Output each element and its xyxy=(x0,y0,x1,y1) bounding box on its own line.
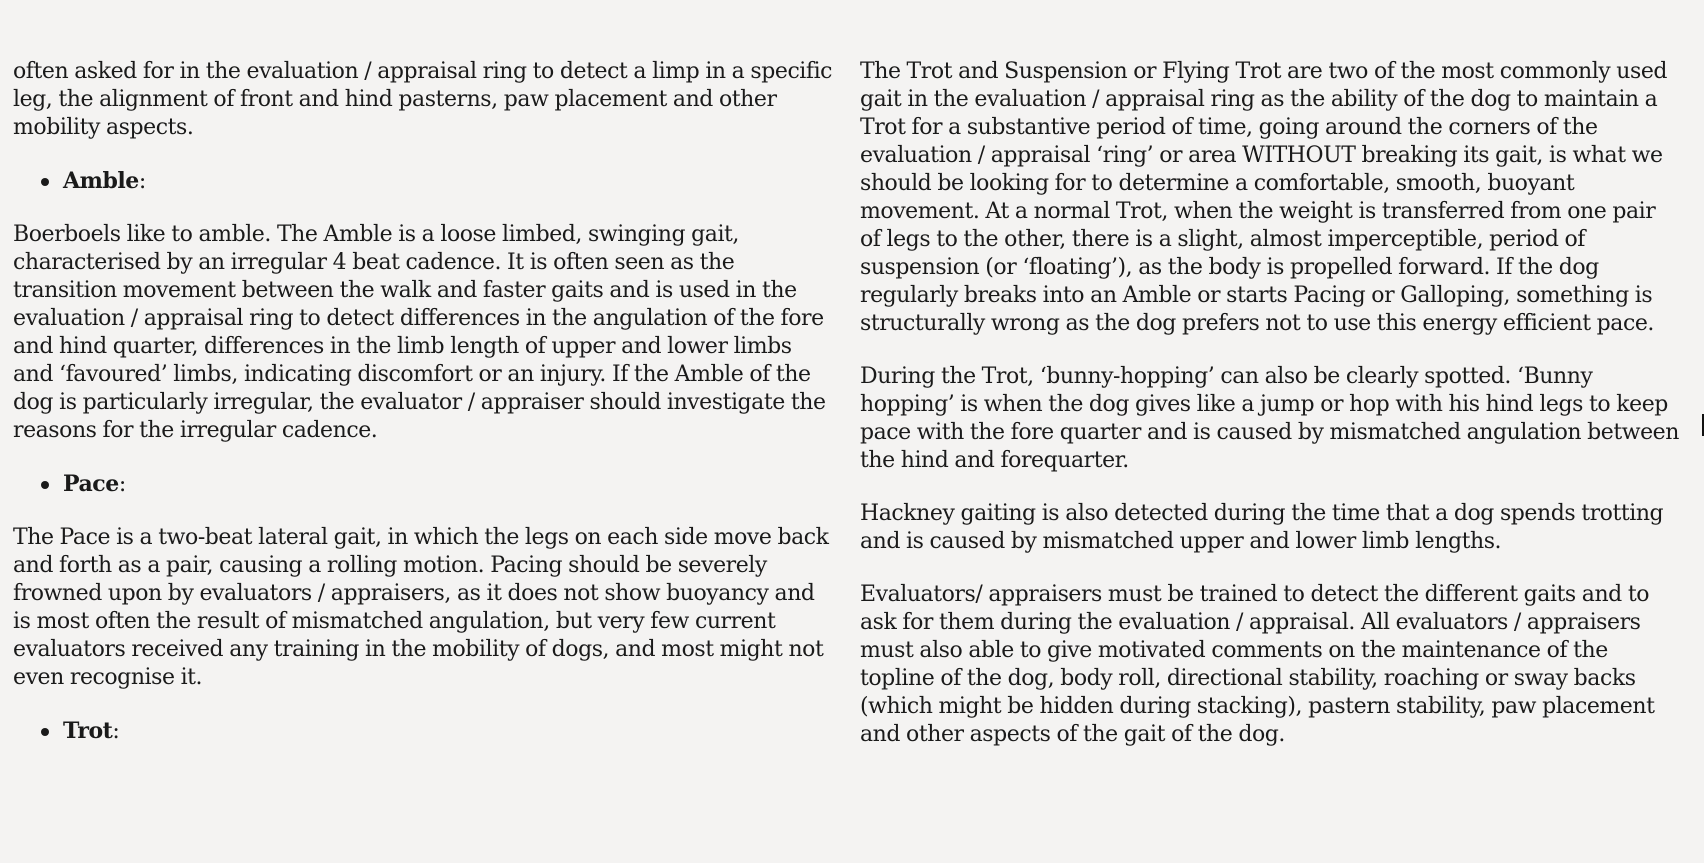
amble-paragraph: Boerboels like to amble. The Amble is a loose limbed, swinging gait, characterised by an irregular 4 beat cadence. It is often seen as the transition movement between the walk and faster gaits and is used in the evaluation / appraisal ring to detect differences in the angulation of the fore and hind quarter, differences in the limb length of upper and lower limbs and ‘favoured’ limbs, indicating discomfort or an injury. If the Amble of the dog is particularly irregular, the evaluator / appraiser should investigate the reasons for the irregular cadence. xyxy=(13,222,826,443)
amble-list-item xyxy=(63,167,833,196)
right-column xyxy=(860,58,1680,774)
pace-list-item xyxy=(63,470,833,499)
amble-heading: Amble xyxy=(63,168,139,194)
intro-paragraph: often asked for in the evaluation / appraisal ring to detect a limp in a specific leg, the alignment of front and hind pasterns, paw placement and other mobility aspects. xyxy=(13,59,833,140)
hackney-paragraph: Hackney gaiting is also detected during the time that a dog spends trotting and is caused by mismatched upper and lower limb lengths. xyxy=(860,501,1664,554)
amble-list xyxy=(13,167,833,196)
left-column xyxy=(13,58,833,771)
pace-colon: : xyxy=(118,472,126,497)
bunny-hopping-paragraph: During the Trot, ‘bunny-hopping’ can also be clearly spotted. ‘Bunny hopping’ is when the dog gives like a jump or hop with his hind legs to keep pace with the fore quarter and is caused by mismatched angulation between the hind and forequarter. xyxy=(860,364,1679,473)
trot-colon: : xyxy=(112,719,120,744)
trot-list-item xyxy=(63,717,833,746)
trot-heading: Trot xyxy=(63,718,113,744)
pace-heading: Pace xyxy=(63,471,119,497)
evaluators-paragraph: Evaluators/ appraisers must be trained to detect the different gaits and to ask for them during the evaluation / appraisal. All evaluators / appraisers must also able to give motivated comments on the maintenance of the topline of the dog, body roll, directional stability, roaching or sway backs (which might be hidden during stacking), pastern stability, paw placement and other aspects of the gait of the dog. xyxy=(860,582,1655,747)
pace-paragraph: The Pace is a two-beat lateral gait, in which the legs on each side move back and forth as a pair, causing a rolling motion. Pacing should be severely frowned upon by evaluators / appraisers, as it does not show buoyancy and is most often the result of mismatched angulation, but very few current evaluators received any training in the mobility of dogs, and most might not even recognise it. xyxy=(13,525,829,690)
trot-list xyxy=(13,717,833,746)
amble-colon: : xyxy=(138,169,146,194)
pace-list xyxy=(13,470,833,499)
trot-paragraph: The Trot and Suspension or Flying Trot are two of the most commonly used gait in the evaluation / appraisal ring as the ability of the dog to maintain a Trot for a substantive period of time, going around the corners of the evaluation / appraisal ‘ring’ or area WITHOUT breaking its gait, is what we should be looking for to determine a comfortable, smooth, buoyant movement. At a normal Trot, when the weight is transferred from one pair of legs to the other, there is a slight, almost imperceptible, period of suspension (or ‘floating’), as the body is propelled forward. If the dog regularly breaks into an Amble or starts Pacing or Galloping, something is structurally wrong as the dog prefers not to use this energy efficient pace. xyxy=(860,59,1668,336)
